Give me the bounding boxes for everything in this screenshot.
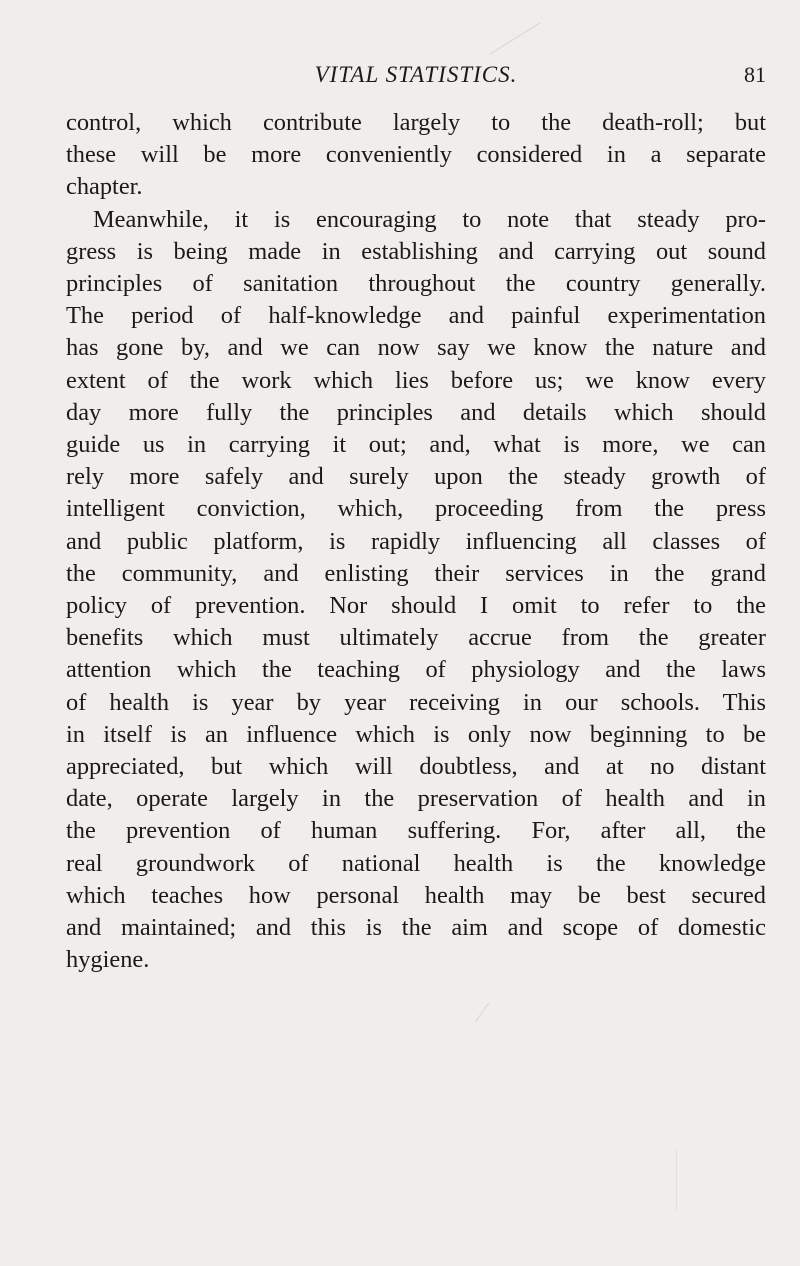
body-text	[66, 107, 766, 976]
scan-mark	[676, 1150, 677, 1210]
text-line: has gone by, and we can now say we know the nature and	[66, 334, 766, 362]
text-line: rely more safely and surely upon the steady growth of	[66, 463, 766, 491]
text-line: The period of half-knowledge and painful experimentation	[66, 302, 766, 330]
running-head	[66, 60, 766, 90]
text-line: day more fully the principles and details which should	[66, 398, 766, 426]
text-line: hygiene.	[66, 946, 150, 974]
text-line: extent of the work which lies before us; we know every	[66, 366, 766, 394]
running-title: VITAL STATISTICS.	[314, 62, 518, 87]
text-line: gress is being made in establishing and carrying out sound	[66, 237, 766, 265]
text-line: guide us in carrying it out; and, what is more, we can	[66, 431, 766, 459]
text-line: intelligent conviction, which, proceeding from the press	[66, 495, 766, 523]
text-line: chapter.	[66, 173, 143, 201]
text-line: which teaches how personal health may be best secured	[66, 881, 766, 909]
text-line: control, which contribute largely to the death-roll; but	[66, 109, 766, 136]
text-line: Meanwhile, it is encouraging to note that steady pro-	[93, 205, 766, 233]
scan-mark	[489, 22, 540, 55]
text-line: and maintained; and this is the aim and scope of domestic	[66, 914, 766, 942]
text-line: real groundwork of national health is the knowledge	[66, 849, 766, 877]
page-number: 81	[744, 62, 766, 87]
text-line: of health is year by year receiving in our schools. This	[66, 688, 766, 716]
text-line: in itself is an influence which is only now beginning to be	[66, 720, 766, 748]
text-line: these will be more conveniently considered in a separate	[66, 141, 766, 169]
text-line: policy of prevention. Nor should I omit to refer to the	[66, 592, 766, 620]
text-line: principles of sanitation throughout the country generally.	[66, 270, 766, 298]
scan-mark	[475, 1002, 490, 1022]
text-line: and public platform, is rapidly influencing all classes of	[66, 527, 766, 555]
text-line: benefits which must ultimately accrue from the greater	[66, 624, 766, 652]
text-line: appreciated, but which will doubtless, and at no distant	[66, 753, 766, 781]
text-line: the community, and enlisting their services in the grand	[66, 559, 766, 587]
text-line: the prevention of human suffering. For, after all, the	[66, 817, 766, 845]
text-line: attention which the teaching of physiology and the laws	[66, 656, 766, 684]
text-line: date, operate largely in the preservation of health and in	[66, 785, 766, 813]
